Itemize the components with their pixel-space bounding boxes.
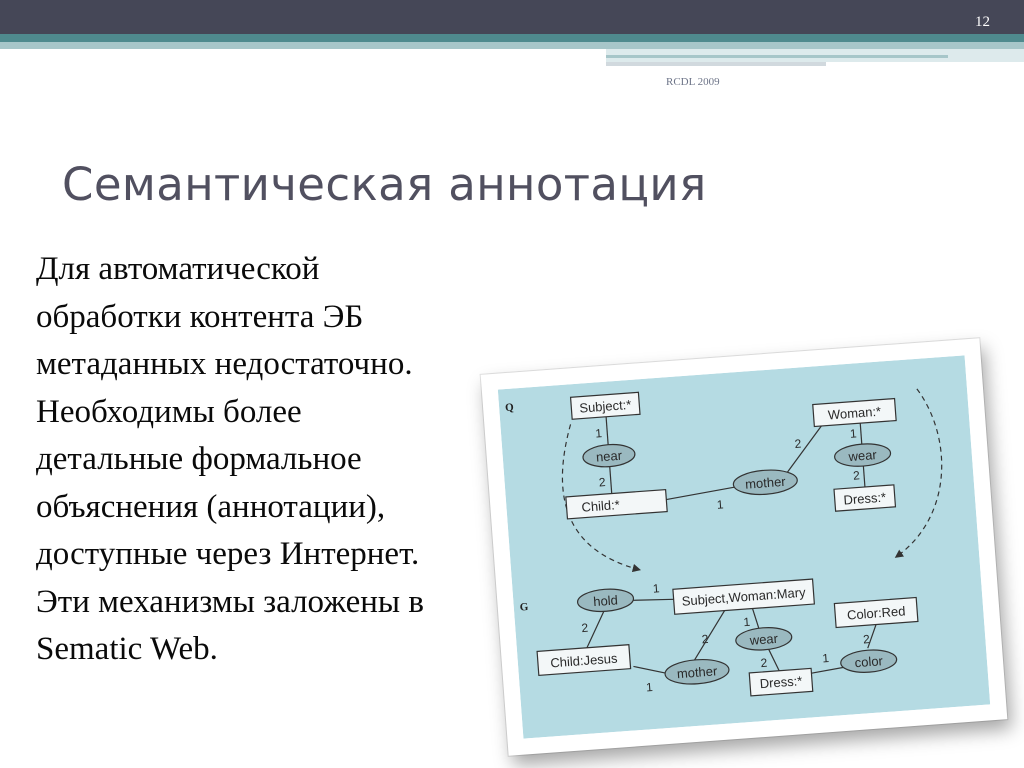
- svg-text:1: 1: [652, 581, 660, 596]
- svg-text:2: 2: [794, 436, 802, 451]
- svg-text:2: 2: [701, 631, 709, 647]
- body-line: объяснения (аннотации),: [36, 488, 386, 525]
- svg-text:Dress:*: Dress:*: [759, 673, 803, 692]
- top-stripe-teal: [0, 34, 1024, 42]
- svg-text:2: 2: [852, 468, 861, 483]
- body-text: [36, 246, 576, 674]
- body-line: Необходимы более: [36, 393, 302, 430]
- svg-text:1: 1: [849, 426, 858, 441]
- svg-text:Subject,Woman:Mary: Subject,Woman:Mary: [681, 584, 807, 609]
- concept-subject: [571, 392, 640, 419]
- concept-color-red: [834, 598, 918, 628]
- footer-label: RCDL 2009: [666, 76, 720, 88]
- svg-text:2: 2: [862, 632, 871, 647]
- svg-text:2: 2: [598, 474, 607, 490]
- svg-text:Dress:*: Dress:*: [842, 489, 887, 508]
- body-line: метаданных недостаточно.: [36, 346, 413, 382]
- body-line: Для автоматической: [36, 251, 320, 287]
- concept-dress: [834, 485, 895, 511]
- svg-text:1: 1: [645, 680, 654, 695]
- svg-text:2: 2: [580, 620, 589, 636]
- body-line: детальные формальное: [36, 441, 362, 477]
- svg-text:mother: mother: [676, 663, 718, 682]
- query-graph-label: Q: [504, 401, 515, 415]
- svg-text:near: near: [595, 447, 623, 465]
- svg-text:wear: wear: [749, 630, 779, 648]
- svg-text:Color:Red: Color:Red: [846, 603, 906, 623]
- body-line: Sematic Web.: [36, 631, 218, 667]
- body-line: обработки контента ЭБ: [36, 298, 364, 335]
- slide-number: 12: [975, 14, 990, 30]
- svg-text:2: 2: [760, 655, 768, 671]
- body-line: Эти механизмы заложены в: [36, 583, 424, 620]
- svg-text:1: 1: [742, 614, 751, 630]
- data-graph-label: G: [519, 600, 529, 614]
- top-stripe-accent-2: [606, 55, 948, 58]
- svg-text:mother: mother: [744, 473, 787, 492]
- svg-text:color: color: [854, 653, 884, 671]
- top-stripe-accent-3: [606, 62, 826, 66]
- svg-text:hold: hold: [592, 592, 619, 610]
- svg-text:Subject:*: Subject:*: [578, 396, 632, 416]
- top-bar: [0, 0, 1024, 34]
- svg-text:Child:*: Child:*: [580, 497, 621, 515]
- concept-dress-g: [749, 668, 813, 695]
- body-line: доступные через Интернет.: [36, 536, 420, 572]
- svg-text:Child:Jesus: Child:Jesus: [549, 650, 618, 671]
- slide-title: Семантическая аннотация: [62, 158, 707, 211]
- top-stripe-light: [0, 42, 1024, 49]
- svg-text:Woman:*: Woman:*: [827, 403, 882, 423]
- svg-text:1: 1: [821, 651, 830, 666]
- svg-text:wear: wear: [848, 447, 878, 465]
- svg-text:1: 1: [594, 426, 603, 441]
- svg-text:1: 1: [716, 497, 725, 512]
